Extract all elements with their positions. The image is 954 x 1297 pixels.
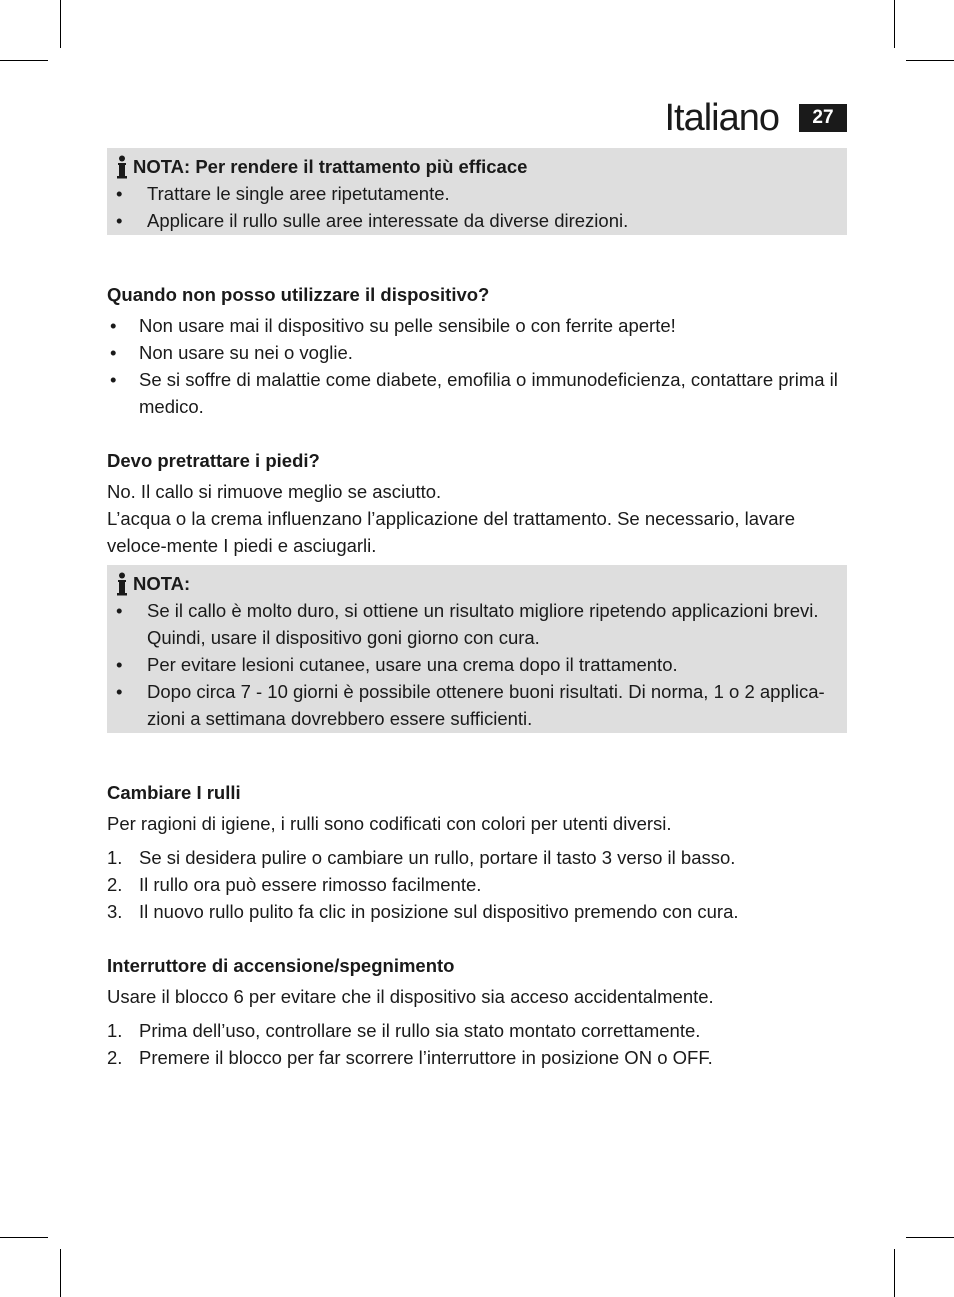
numbered-list bbox=[107, 844, 847, 925]
section-heading: Devo pretrattare i piedi? bbox=[107, 450, 320, 471]
list-item: • Se si soffre di malattie come diabete, emofilia o immunodeficienza, contattare prima il medico. bbox=[107, 366, 847, 420]
note-title-text: NOTA: Per rendere il trattamento più efficace bbox=[133, 156, 528, 177]
note-box bbox=[107, 565, 847, 733]
crop-mark bbox=[894, 1249, 895, 1297]
note-list bbox=[107, 597, 847, 732]
list-number: 3. bbox=[107, 901, 123, 922]
crop-mark bbox=[894, 0, 895, 48]
list-item: • Per evitare lesioni cutanee, usare una crema dopo il trattamento. bbox=[107, 651, 847, 678]
note-box bbox=[107, 148, 847, 235]
paragraph: Usare il blocco 6 per evitare che il dispositivo sia acceso accidentalmente. bbox=[107, 986, 714, 1007]
paragraph: No. Il callo si rimuove meglio se asciutto. bbox=[107, 481, 442, 502]
list-item: • Non usare mai il dispositivo su pelle sensibile o con ferrite aperte! bbox=[107, 312, 847, 339]
list-item bbox=[107, 898, 847, 925]
list-number: 1. bbox=[107, 847, 123, 868]
list-item bbox=[107, 871, 847, 898]
numbered-list bbox=[107, 1017, 847, 1071]
list-number: 1. bbox=[107, 1020, 123, 1041]
list-item: • Trattare le single aree ripetutamente. bbox=[107, 180, 847, 207]
list-number: 2. bbox=[107, 1047, 123, 1068]
crop-mark bbox=[0, 60, 48, 61]
list-text: Il rullo ora può essere rimosso facilmente. bbox=[139, 874, 482, 895]
list-item bbox=[107, 1044, 847, 1071]
info-icon bbox=[115, 572, 129, 596]
list-item bbox=[107, 1017, 847, 1044]
crop-mark bbox=[0, 1237, 48, 1238]
note-title bbox=[107, 153, 847, 180]
page-header bbox=[664, 96, 847, 140]
section-heading: Quando non posso utilizzare il dispositivo? bbox=[107, 284, 490, 305]
list-item: • Dopo circa 7 - 10 giorni è possibile ottenere buoni risultati. Di norma, 1 o 2 applica-zioni a settimana dovrebbero essere sufficienti. bbox=[107, 678, 847, 732]
section-heading: Interruttore di accensione/spegnimento bbox=[107, 955, 455, 976]
paragraph: Per ragioni di igiene, i rulli sono codificati con colori per utenti diversi. bbox=[107, 813, 672, 834]
paragraph: L’acqua o la crema influenzano l’applicazione del trattamento. Se necessario, lavare veloce-mente I piedi e asciugarli. bbox=[107, 508, 795, 556]
crop-mark bbox=[906, 60, 954, 61]
crop-mark bbox=[60, 0, 61, 48]
crop-mark bbox=[60, 1249, 61, 1297]
language-title: Italiano bbox=[664, 97, 779, 139]
list-text: Prima dell’uso, controllare se il rullo sia stato montato correttamente. bbox=[139, 1020, 701, 1041]
list-number: 2. bbox=[107, 874, 123, 895]
info-icon bbox=[115, 155, 129, 179]
list-text: Premere il blocco per far scorrere l’interruttore in posizione ON o OFF. bbox=[139, 1047, 713, 1068]
note-title-text: NOTA: bbox=[133, 573, 191, 594]
bullet-list bbox=[107, 312, 847, 420]
list-item: • Se il callo è molto duro, si ottiene un risultato migliore ripetendo applicazioni brevi. Quindi, usare il dispositivo goni giorno con cura. bbox=[107, 597, 847, 651]
page-number: 27 bbox=[799, 104, 847, 132]
list-item bbox=[107, 844, 847, 871]
list-item: • Applicare il rullo sulle aree interessate da diverse direzioni. bbox=[107, 207, 847, 234]
section-heading: Cambiare I rulli bbox=[107, 782, 241, 803]
note-title bbox=[107, 570, 847, 597]
list-text: Se si desidera pulire o cambiare un rullo, portare il tasto 3 verso il basso. bbox=[139, 847, 736, 868]
crop-mark bbox=[906, 1237, 954, 1238]
page-content bbox=[107, 148, 847, 1071]
list-item: • Non usare su nei o voglie. bbox=[107, 339, 847, 366]
note-list bbox=[107, 180, 847, 234]
list-text: Il nuovo rullo pulito fa clic in posizione sul dispositivo premendo con cura. bbox=[139, 901, 739, 922]
